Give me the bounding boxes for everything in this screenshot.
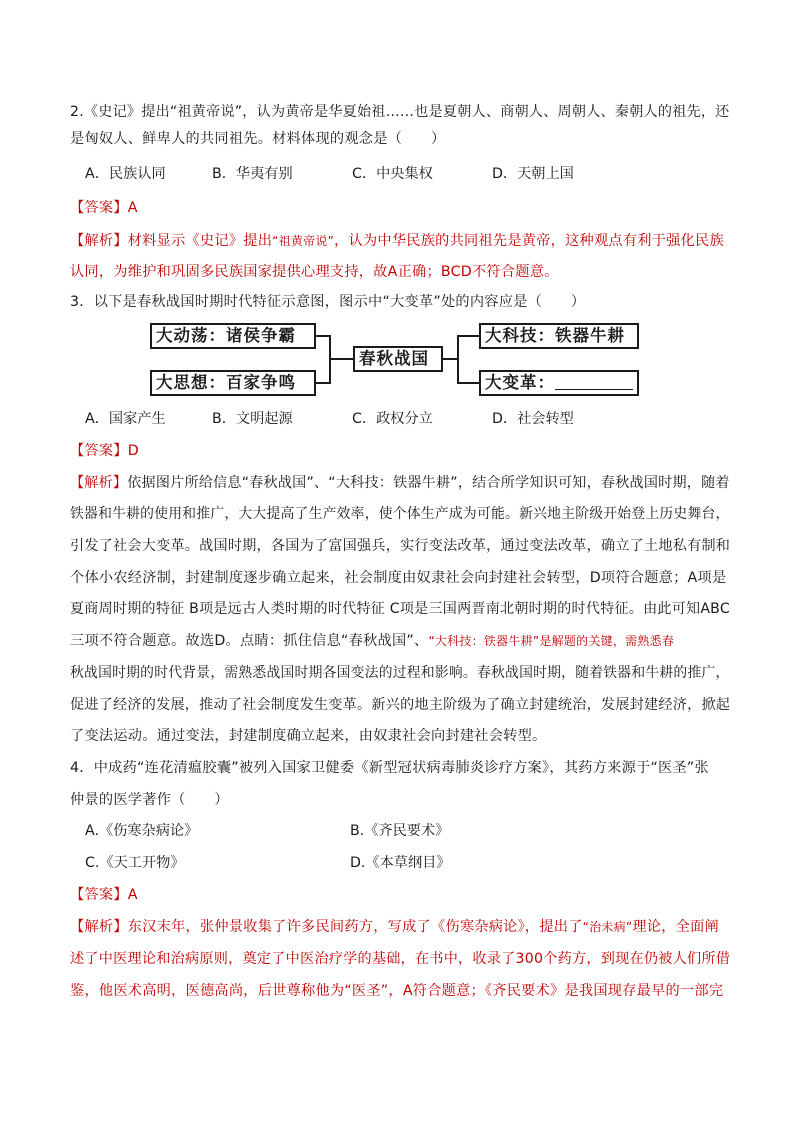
q2-option-c[interactable]: C．中央集权 — [352, 166, 433, 182]
answer-blank — [555, 373, 633, 390]
q3-analysis-tag: 【解析】 — [70, 475, 128, 491]
q4-option-b[interactable]: B.《齐民要术》 — [350, 823, 450, 839]
q3-analysis-text: 依据图片所给信息“春秋战国”、“大科技：铁器牛耕”，结合所学知识可知，春秋战国时期，随着 — [127, 475, 730, 491]
q3-analysis-text: 三项不符合题意。故选D。点睛：抓住信息“春秋战国”、 — [70, 633, 429, 649]
q2-analysis-text: 认同，为维护和巩固多民族国家提供心理支持，故A正确；BCD不符合题意。 — [70, 264, 559, 280]
q4-analysis-text: 东汉末年，张仲景收集了许多民间药方，写成了《伤寒杂病论》，提出了 — [127, 919, 583, 935]
q4-analysis-highlight: “治未病” — [582, 920, 633, 934]
diagram-box-thought: 大思想：百家争鸣 — [150, 370, 316, 396]
era-diagram — [150, 320, 650, 400]
q4-answer-value: A — [127, 887, 138, 903]
q4-analysis-text: 述了中医理论和治病原则，奠定了中医治疗学的基础，在书中，收录了300个药方，到现在仍被人们所借 — [70, 951, 731, 967]
q4-analysis-text: 鉴，他医术高明，医德高尚，后世尊称他为“医圣”，A符合题意；《齐民要术》是我国现存最早的一部完 — [70, 983, 724, 999]
q3-option-a[interactable]: A．国家产生 — [85, 411, 166, 427]
q2-option-b[interactable]: B．华夷有别 — [212, 166, 293, 182]
connector-line — [457, 382, 479, 384]
diagram-reform-label: 大变革： — [485, 373, 555, 392]
q3-answer-value: D — [127, 443, 139, 459]
diagram-box-technology: 大科技：铁器牛耕 — [479, 323, 639, 349]
q3-analysis-highlight: “大科技：铁器牛耕”是解题的关键，需熟悉春 — [428, 634, 675, 648]
q2-analysis-text: ，认为中华民族的共同祖先是黄帝，这种观点有利于强化民族 — [334, 233, 724, 249]
q2-answer-value: A — [127, 200, 138, 216]
q4-stem-line2: 仲景的医学著作（ ） — [70, 792, 229, 808]
q4-analysis-text: 理论，全面阐 — [632, 919, 719, 935]
q3-analysis-line8: 促进了经济的发展，推动了社会制度发生变革。新兴的地主阶级为了确立封建统治，发展封建经济，掀起 — [70, 697, 731, 713]
connector-line — [316, 382, 330, 384]
q3-analysis-line7: 秋战国时期的时代背景，需熟悉战国时期各国变法的过程和影响。春秋战国时期，随着铁器和牛耕的推广， — [70, 665, 730, 681]
q4-option-c[interactable]: C.《天工开物》 — [85, 855, 185, 871]
q2-analysis-tag: 【解析】 — [70, 233, 128, 249]
q2-stem-line2: 是匈奴人、鲜卑人的共同祖先。材料体现的观念是（ ） — [70, 131, 446, 147]
q4-answer-tag: 【答案】 — [70, 887, 128, 903]
q4-answer — [70, 885, 730, 905]
connector-line — [457, 335, 479, 337]
q3-analysis-line9: 了变法运动。通过变法，封建制度确立起来，由奴隶社会向封建社会转型。 — [70, 728, 547, 744]
diagram-box-center: 春秋战国 — [353, 346, 443, 372]
q3-analysis-line5: 夏商周时期的特征 B项是远古人类时期的时代特征 C项是三国两晋南北朝时期的时代特征。由此可知ABC — [70, 601, 730, 617]
connector-line — [316, 335, 330, 337]
q3-analysis-line6 — [70, 631, 730, 651]
q3-answer-tag: 【答案】 — [70, 443, 128, 459]
diagram-box-turmoil: 大动荡：诸侯争霸 — [150, 323, 316, 349]
q2-analysis-line1 — [70, 231, 730, 251]
q4-analysis-tag: 【解析】 — [70, 919, 128, 935]
q4-analysis-line1 — [70, 917, 730, 937]
q2-stem-line1: 2.《史记》提出“祖黄帝说”，认为黄帝是华夏始祖……也是夏朝人、商朝人、周朝人、秦朝人的祖先，还 — [70, 104, 730, 120]
q2-analysis-line2 — [70, 262, 730, 282]
q3-analysis-line4: 个体小农经济制，封建制度逐步确立起来，社会制度由奴隶社会向封建社会转型，D项符合题意；A项是 — [70, 570, 727, 586]
q3-analysis-line2: 铁器和牛耕的使用和推广，大大提高了生产效率，使个体生产成为可能。新兴地主阶级开始登上历史舞台， — [70, 506, 730, 522]
q2-analysis-highlight: “祖黄帝说” — [272, 234, 335, 248]
q2-option-a[interactable]: A．民族认同 — [85, 166, 166, 182]
q3-option-c[interactable]: C．政权分立 — [352, 411, 433, 427]
q3-analysis-line3: 引发了社会大变革。战国时期，各国为了富国强兵，实行变法改革，通过变法改革，确立了土地私有制和 — [70, 538, 731, 554]
q4-stem-line1: 4．中成药“连花清瘟胶囊”被列入国家卫健委《新型冠状病毒肺炎诊疗方案》，其药方来源于“医圣”张 — [70, 760, 709, 776]
q3-option-d[interactable]: D．社会转型 — [492, 411, 574, 427]
q4-option-d[interactable]: D.《本草纲目》 — [350, 855, 451, 871]
connector-line — [443, 358, 457, 360]
q2-analysis-text: 材料显示《史记》提出 — [127, 233, 273, 249]
q3-analysis-line1 — [70, 473, 730, 493]
q4-analysis-line3 — [70, 981, 730, 1001]
q4-analysis-line2 — [70, 949, 731, 969]
q2-answer — [70, 198, 730, 218]
q3-option-b[interactable]: B．文明起源 — [212, 411, 293, 427]
q2-option-d[interactable]: D．天朝上国 — [492, 166, 574, 182]
diagram-box-reform — [479, 370, 639, 396]
q3-stem: 3．以下是春秋战国时期时代特征示意图，图示中“大变革”处的内容应是（ ） — [70, 294, 586, 310]
q2-answer-tag: 【答案】 — [70, 200, 128, 216]
q4-option-a[interactable]: A.《伤寒杂病论》 — [85, 823, 199, 839]
connector-line — [329, 358, 353, 360]
connector-line — [457, 335, 459, 384]
q3-answer — [70, 441, 730, 461]
